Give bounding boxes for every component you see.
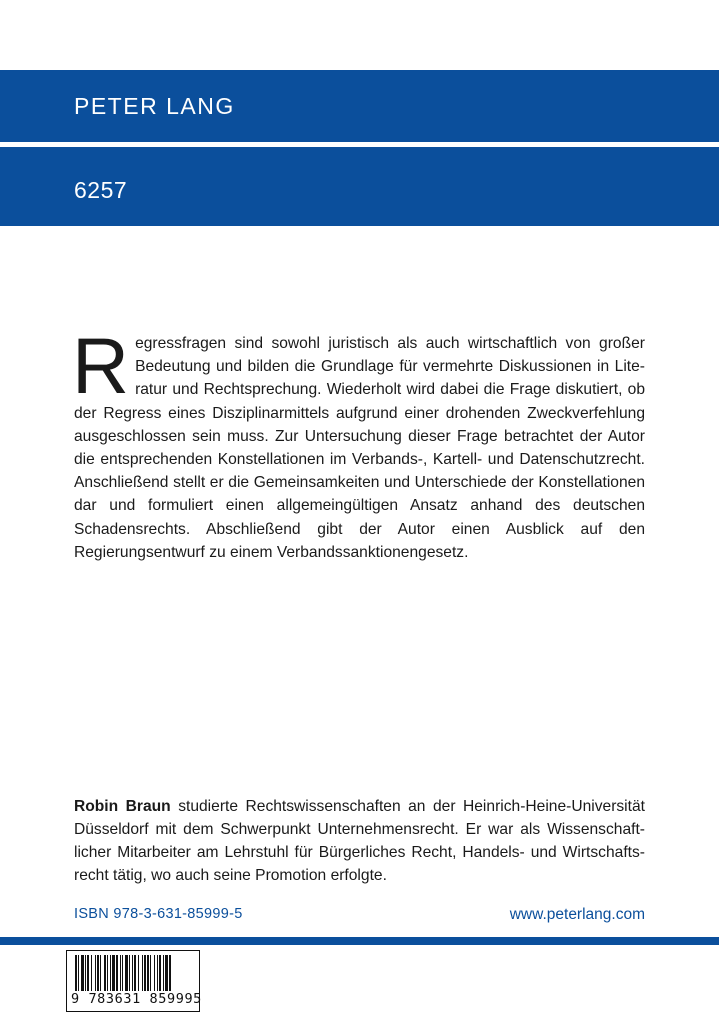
series-number: 6257 (74, 177, 128, 203)
barcode-bar (78, 955, 79, 991)
barcode-bar (154, 955, 155, 991)
barcode-bar (112, 955, 115, 991)
barcode-bar (169, 955, 171, 991)
barcode-bar (138, 955, 139, 991)
barcode (66, 950, 200, 1012)
abstract-text (72, 321, 645, 564)
barcode-bar (95, 955, 96, 991)
barcode-bar (87, 955, 89, 991)
dropcap: R (72, 321, 130, 410)
barcode-digits: 9 783631 859995 (71, 991, 202, 1007)
barcode-bar (157, 955, 158, 991)
barcode-bar (144, 955, 146, 991)
barcode-bar (104, 955, 106, 991)
barcode-bar (132, 955, 133, 991)
barcode-bar (165, 955, 168, 991)
barcode-bar (116, 955, 118, 991)
barcode-bar (120, 955, 121, 991)
barcode-bar (159, 955, 161, 991)
barcode-bar (150, 955, 151, 991)
author-bio (74, 795, 645, 887)
footer-band (0, 937, 719, 945)
isbn-label: ISBN 978-3-631-85999-5 (74, 906, 243, 922)
website-link[interactable]: www.peterlang.com (509, 906, 645, 923)
barcode-bar (163, 955, 164, 991)
barcode-bars (75, 955, 193, 991)
barcode-bar (91, 955, 92, 991)
barcode-bar (125, 955, 128, 991)
author-name: Robin Braun (74, 798, 171, 815)
abstract-body: egressfragen sind sowohl juristisch als auch wirtschaftlich von großer Bedeutung und bilden die Grundlage für vermehrte Diskussionen in Literatur und Rechtsprechung. Wiederholt wird dabei die Frage diskutiert, ob der Regress eines Disziplinarmittels aufgrund einer drohenden Zweckverfehlung ausgeschlossen sein muss. Zur Untersuchung dieser Frage betrachtet der Autor die entsprechenden Konstellationen im Verbands-, Kartell- und Datenschutzrecht. Anschließend stellt er die Gemeinsamkeiten und Unterschiede der Konstellationen dar und formuliert einen allgemeingültigen Ansatz anhand des deutschen Schadensrechts. Abschließend gibt der Autor einen Ausblick auf den Regierungsentwurf zu einem Verbandssanktionengesetz. (74, 335, 645, 561)
barcode-bar (81, 955, 84, 991)
barcode-bar (100, 955, 101, 991)
barcode-bar (107, 955, 108, 991)
barcode-bar (110, 955, 111, 991)
author-bio-body: studierte Rechtswissenschaften an der Heinrich-Heine-Universität Düsseldorf mit dem Schwerpunkt Unternehmensrecht. Er war als Wissenschaftlicher Mitarbeiter am Lehrstuhl für Bürgerliches Recht, Handels- und Wirtschaftsrecht tätig, wo auch seine Promotion erfolgte. (74, 798, 645, 884)
barcode-bar (147, 955, 149, 991)
barcode-bar (75, 955, 77, 991)
barcode-bar (97, 955, 99, 991)
barcode-bar (129, 955, 130, 991)
barcode-bar (134, 955, 136, 991)
barcode-bar (85, 955, 86, 991)
barcode-bar (122, 955, 123, 991)
barcode-bar (142, 955, 143, 991)
publisher-name: PETER LANG (74, 93, 235, 119)
